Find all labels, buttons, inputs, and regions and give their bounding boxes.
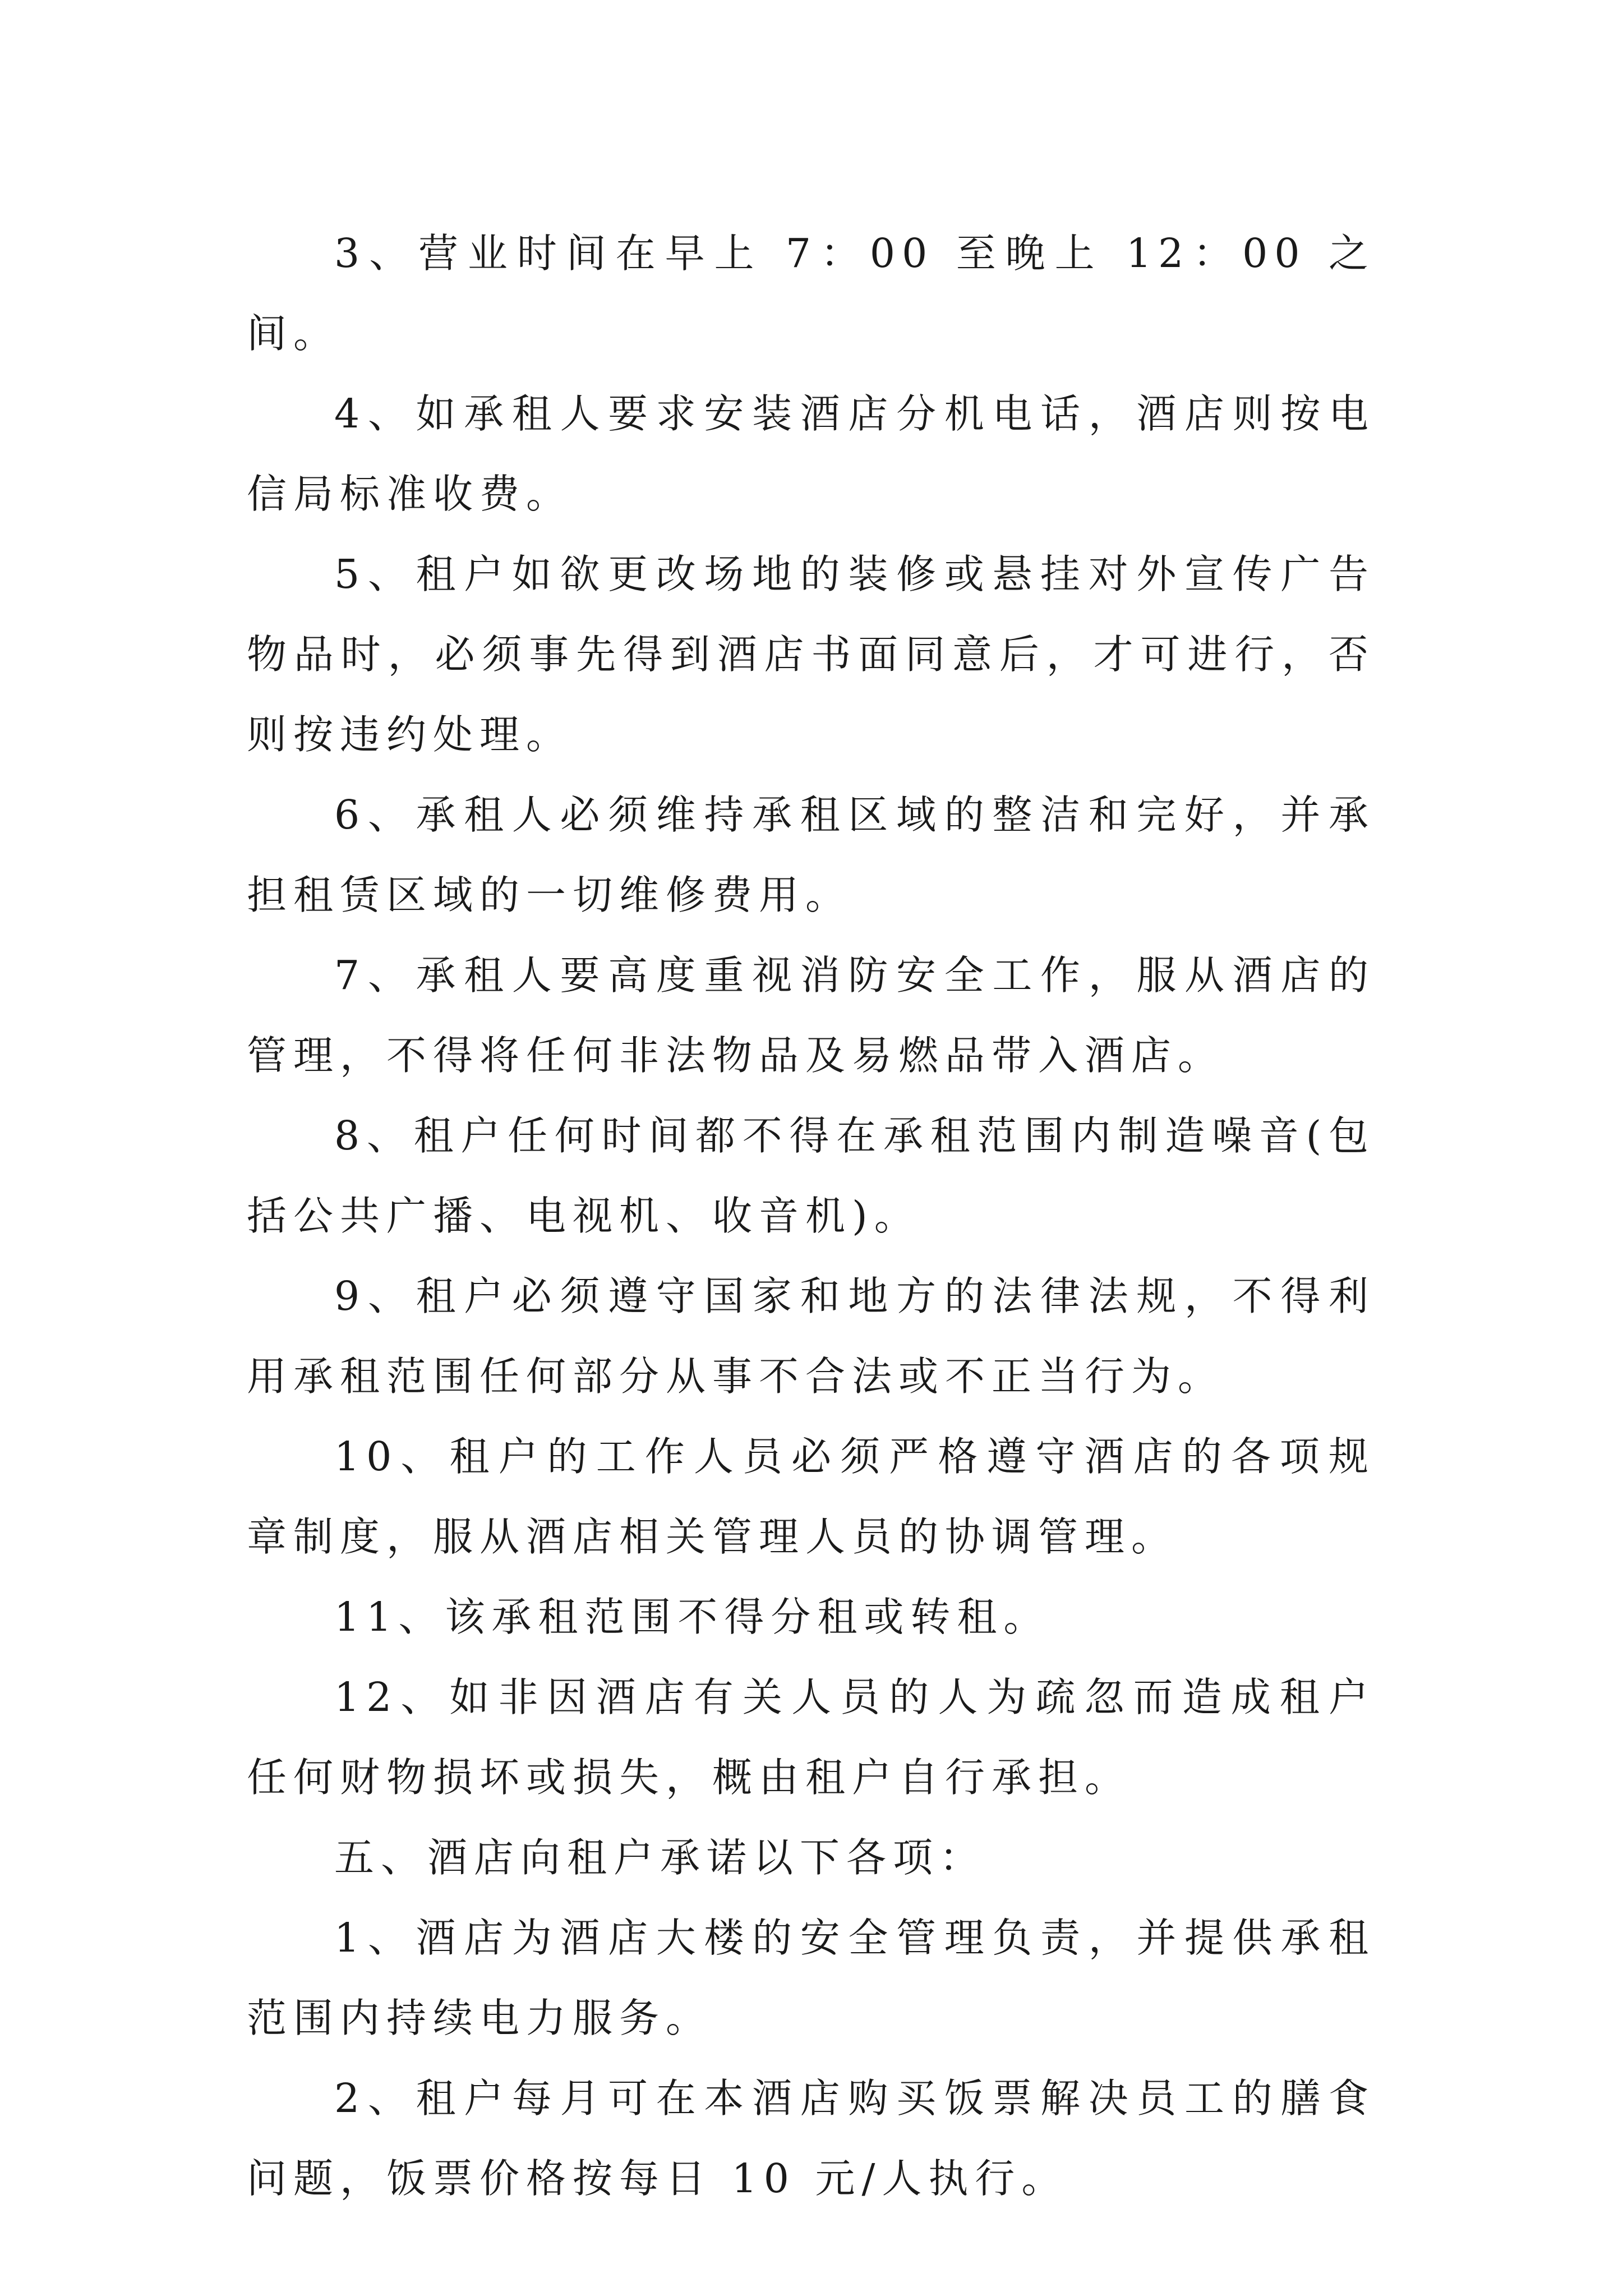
clause-4-extension-phone: 4、如承租人要求安装酒店分机电话，酒店则按电信局标准收费。	[247, 390, 1375, 517]
clause-6-maintenance: 6、承租人必须维持承租区域的整洁和完好，并承担租赁区域的一切维修费用。	[247, 792, 1375, 918]
hotel-commitment-1-security-power: 1、酒店为酒店大楼的安全管理负责，并提供承租范围内持续电力服务。	[247, 1915, 1375, 2041]
hotel-commitment-2-meal-tickets: 2、租户每月可在本酒店购买饭票解决员工的膳食问题，饭票价格按每日 10 元/人执行。	[247, 2075, 1375, 2202]
clause-10-staff-rules: 10、租户的工作人员必须严格遵守酒店的各项规章制度，服从酒店相关管理人员的协调管理。	[247, 1433, 1375, 1560]
clause-5-renovation-advertising: 5、租户如欲更改场地的装修或悬挂对外宣传广告物品时，必须事先得到酒店书面同意后，才可进行，否则按违约处理。	[247, 551, 1375, 758]
clause-3-business-hours: 3、营业时间在早上 7：00 至晚上 12：00 之间。	[247, 230, 1375, 357]
clause-9-legal-compliance: 9、租户必须遵守国家和地方的法律法规，不得利用承租范围任何部分从事不合法或不正当行为。	[247, 1273, 1375, 1400]
clause-12-loss-liability: 12、如非因酒店有关人员的人为疏忽而造成租户任何财物损坏或损失，概由租户自行承担。	[247, 1674, 1375, 1801]
clause-7-fire-safety: 7、承租人要高度重视消防安全工作，服从酒店的管理，不得将任何非法物品及易燃品带入酒店。	[247, 952, 1375, 1079]
document-body	[247, 213, 1375, 2219]
clause-8-noise: 8、租户任何时间都不得在承租范围内制造噪音(包括公共广播、电视机、收音机)。	[247, 1112, 1375, 1239]
section-5-heading: 五、酒店向租户承诺以下各项：	[334, 1834, 986, 1881]
clause-11-no-sublease: 11、该承租范围不得分租或转租。	[334, 1594, 1050, 1640]
